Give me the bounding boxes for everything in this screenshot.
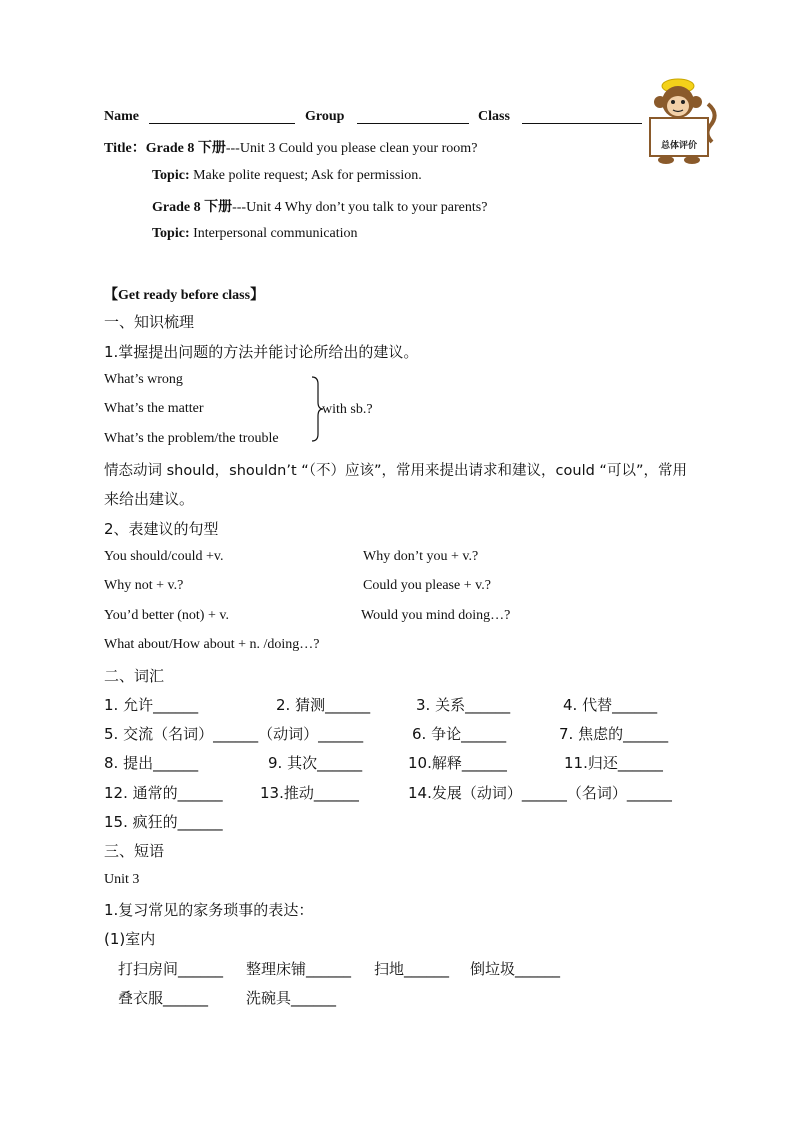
group-field[interactable] <box>357 123 469 124</box>
pattern-left-4: What about/How about + n. /doing…? <box>104 637 320 652</box>
unit3-grade: Grade 8 下册 <box>145 141 226 156</box>
question-2: What’s the matter <box>104 401 204 416</box>
pattern-left-3: You’d better (not) + v. <box>104 608 229 623</box>
pattern-left-2: Why not + v.? <box>104 578 184 593</box>
vocab-item: 11.归还______ <box>564 754 663 772</box>
vocab-item: 6. 争论______ <box>412 725 507 743</box>
modal-line-2: 来给出建议。 <box>104 490 195 508</box>
modal-line-1: 情态动词 should，shouldn’t “（不）应该”，常用来提出请求和建议，could “可以”，常用 <box>104 463 687 479</box>
get-ready-heading: 【Get ready before class】 <box>104 288 265 303</box>
unit-label: Unit 3 <box>104 872 140 887</box>
chore-item: 叠衣服______ <box>118 989 209 1007</box>
vocab-item: 8. 提出______ <box>104 754 199 772</box>
name-field[interactable] <box>149 123 295 124</box>
vocab-item: 3. 关系______ <box>416 696 511 714</box>
class-label: Class <box>478 109 510 124</box>
chore-item: 整理床铺______ <box>246 960 352 978</box>
chore-item: 洗碗具______ <box>246 989 337 1007</box>
title-unit3 <box>104 137 477 157</box>
topic-label: Topic: <box>152 168 190 183</box>
section2-heading: 二、词汇 <box>104 667 165 685</box>
vocab-item: 12. 通常的______ <box>104 784 223 802</box>
topic-unit3 <box>152 168 422 184</box>
vocab-item: 7. 焦虑的______ <box>559 725 669 743</box>
question-1: What’s wrong <box>104 372 183 387</box>
section1-heading: 一、知识梳理 <box>104 313 195 331</box>
chore-item: 打扫房间______ <box>118 960 224 978</box>
pattern-left-1: You should/could +v. <box>104 549 224 564</box>
with-sb: with sb.? <box>322 402 373 417</box>
vocab-item: 4. 代替______ <box>563 696 658 714</box>
question-3: What’s the problem/the trouble <box>104 431 279 446</box>
topic-unit4 <box>152 226 358 242</box>
topic3-text: Make polite request; Ask for permission. <box>193 168 422 183</box>
vocab-item: 15. 疯狂的______ <box>104 813 223 831</box>
vocab-item: 9. 其次______ <box>268 754 363 772</box>
topic-label: Topic: <box>152 226 190 241</box>
name-label: Name <box>104 109 139 124</box>
vocab-item: 13.推动______ <box>260 784 359 802</box>
section3-sub1: (1)室内 <box>104 930 156 948</box>
class-field[interactable] <box>522 123 642 124</box>
chore-item: 倒垃圾______ <box>470 960 561 978</box>
vocab-item: 14.发展（动词）______（名词）______ <box>408 784 672 802</box>
vocab-item: 2. 猜测______ <box>276 696 371 714</box>
section1-item1: 1.掌握提出问题的方法并能讨论所给出的建议。 <box>104 343 419 361</box>
pattern-right-3: Would you mind doing…? <box>361 608 511 623</box>
unit4-title: ---Unit 4 Why don’t you talk to your parents? <box>232 200 488 215</box>
section1-item2: 2、表建议的句型 <box>104 520 219 538</box>
topic4-text: Interpersonal communication <box>193 226 358 241</box>
title-unit4 <box>152 196 487 216</box>
chore-item: 扫地______ <box>374 960 450 978</box>
pattern-right-1: Why don’t you + v.? <box>363 549 479 564</box>
section3-heading: 三、短语 <box>104 842 165 860</box>
vocab-item: 5. 交流（名词）______（动词）______ <box>104 725 364 743</box>
pattern-right-2: Could you please + v.? <box>363 578 491 593</box>
unit4-grade: Grade 8 下册 <box>152 200 233 215</box>
monkey-badge-icon <box>638 74 720 166</box>
vocab-item: 1. 允许______ <box>104 696 199 714</box>
badge-text: 总体评价 <box>660 141 697 151</box>
vocab-item: 10.解释______ <box>408 754 507 772</box>
unit3-title: ---Unit 3 Could you please clean your room? <box>225 141 478 156</box>
group-label: Group <box>305 109 345 124</box>
title-label: Title： <box>104 141 146 156</box>
section3-item1: 1.复习常见的家务琐事的表达： <box>104 901 314 919</box>
